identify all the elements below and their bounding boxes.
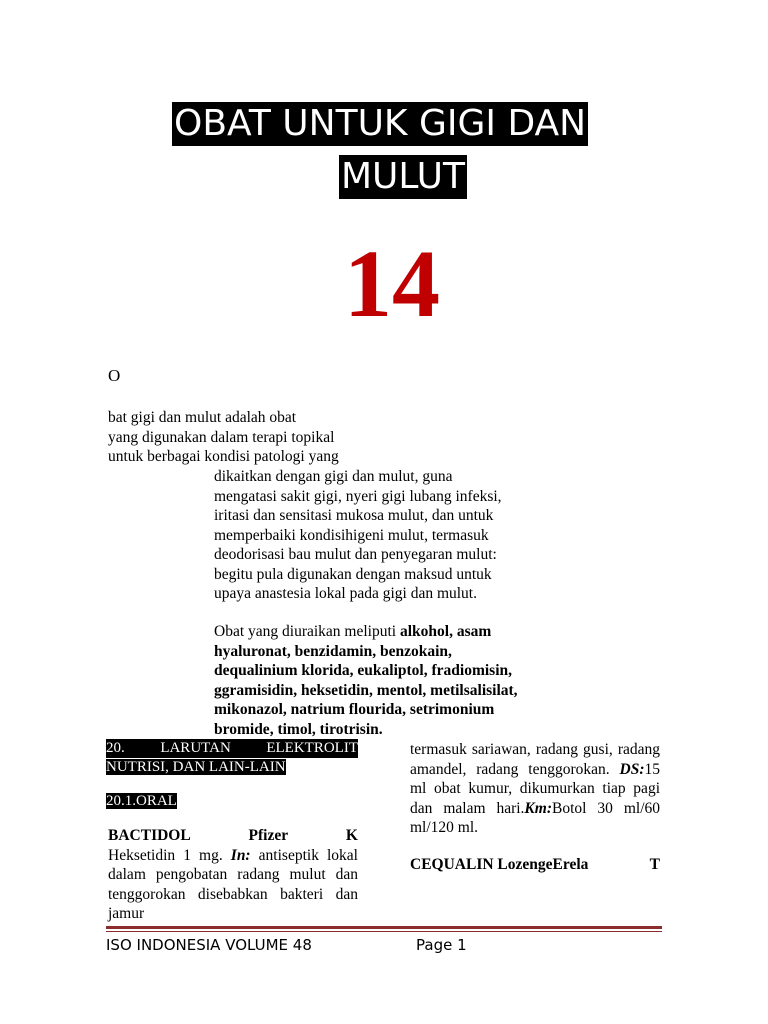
text-line: mengatasi sakit gigi, nyeri gigi lubang infeksi, — [214, 487, 502, 505]
list-bold-line: mikonazol, natrium flourida, setrimonium — [214, 701, 495, 718]
manufacturer: Pfizer — [248, 827, 289, 844]
bactidol-continuation — [410, 740, 660, 838]
text-line — [214, 720, 518, 740]
section-heading-row-2 — [106, 758, 358, 777]
list-bold-line: bromide, timol, tirotrisin. — [214, 720, 383, 738]
subsection-heading — [106, 792, 177, 811]
indication-text: antiseptik lokal dalam pengobatan radang mulut dan tenggorokan disebabkan bakteri dan jamur — [108, 846, 358, 922]
text-line — [214, 622, 518, 642]
chapter-number: 14 — [344, 230, 440, 337]
footer-page-number: Page 1 — [416, 936, 467, 954]
text-line: memperbaiki kondisihigeni mulut, termasuk — [214, 526, 489, 544]
indication-label: In: — [230, 846, 251, 864]
section-heading-row-1 — [106, 739, 358, 758]
product-code: T — [649, 855, 660, 873]
text-line — [214, 661, 518, 681]
section-word: ELEKTROLIT — [266, 740, 358, 756]
drug-list-paragraph — [214, 622, 518, 739]
title-line-1: OBAT UNTUK GIGI DAN — [174, 103, 587, 144]
list-bold-first: alkohol, asam — [399, 623, 492, 640]
section-word: LARUTAN — [160, 740, 231, 756]
bactidol-entry — [108, 826, 358, 924]
product-name: BACTIDOL — [108, 827, 191, 844]
text-line: deodorisasi bau mulut dan penyegaran mulut: — [214, 546, 497, 563]
list-bold-line: ggramisidin, heksetidin, mentol, metilsalisilat, — [214, 681, 518, 699]
intro-paragraph-continuation — [214, 467, 502, 604]
cequalin-header — [410, 855, 660, 875]
product-code: K — [345, 827, 358, 844]
continuation-text: termasuk sariawan, radang gusi, radang amandel, radang tenggorokan. — [410, 741, 660, 778]
section-heading — [106, 739, 358, 777]
composition: Heksetidin 1 mg. — [108, 846, 231, 864]
text-line: upaya anastesia lokal pada gigi dan mulut. — [214, 585, 477, 602]
list-bold-line: dequalinium klorida, eukaliptol, fradiomisin, — [214, 662, 513, 679]
text-line: begitu pula digunakan dengan maksud untuk — [214, 565, 492, 583]
subsection-heading-text: 20.1.ORAL — [106, 793, 177, 809]
packaging-text: Botol 30 ml/60 ml/120 ml. — [410, 799, 660, 836]
text-line: iritasi dan sensitasi mukosa mulut, dan untuk — [214, 507, 494, 524]
bactidol-description — [108, 846, 358, 924]
drop-cap: O — [108, 366, 121, 385]
packaging-label: Km: — [524, 799, 552, 817]
text-line — [214, 642, 518, 662]
list-prefix: Obat yang diuraikan meliputi — [214, 623, 400, 640]
text-line: untuk berbagai kondisi patologi yang — [108, 448, 339, 465]
bactidol-header — [108, 826, 358, 846]
section-heading-text: NUTRISI, DAN LAIN-LAIN — [106, 759, 286, 775]
text-line — [214, 681, 518, 701]
text-line — [214, 700, 518, 720]
section-number: 20. — [106, 740, 125, 756]
text-line: yang digunakan dalam terapi topikal — [108, 428, 335, 446]
footer-publication: ISO INDONESIA VOLUME 48 — [106, 936, 312, 954]
footer-rule-thick — [106, 926, 662, 929]
dosage-text: 15 ml obat kumur, dikumurkan tiap pagi dan malam hari. — [410, 760, 660, 817]
dosage-label: DS: — [619, 760, 645, 778]
list-bold-line: hyaluronat, benzidamin, benzokain, — [214, 642, 452, 660]
text-line: bat gigi dan mulut adalah obat — [108, 409, 297, 426]
text-line: dikaitkan dengan gigi dan mulut, guna — [214, 468, 453, 485]
title-line-2: MULUT — [341, 156, 466, 197]
footer-rule-thin — [106, 931, 662, 932]
product-name: CEQUALIN LozengeErela — [410, 855, 589, 873]
right-column — [410, 740, 660, 874]
intro-paragraph-start — [108, 408, 339, 467]
